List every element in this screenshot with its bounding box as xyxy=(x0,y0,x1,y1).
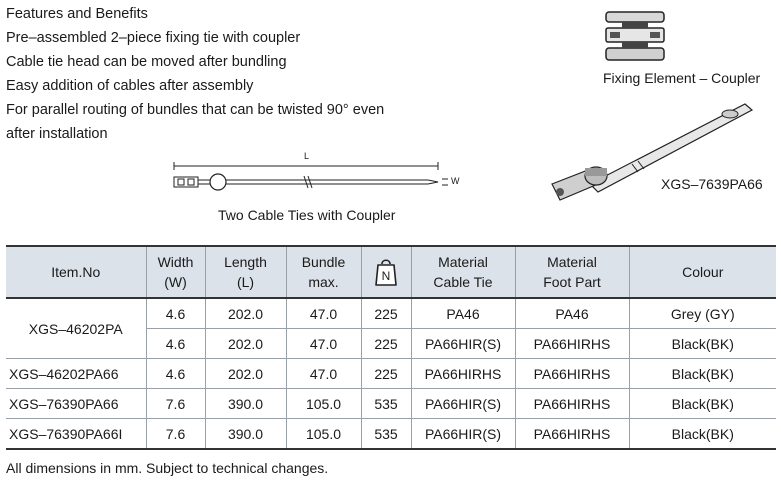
part-label: XGS–7639PA66 xyxy=(661,176,763,192)
cell-force: 225 xyxy=(361,298,411,329)
cell-force: 225 xyxy=(361,329,411,359)
cell-bundle: 47.0 xyxy=(286,329,361,359)
cell-length: 202.0 xyxy=(205,359,286,389)
cell-force: 535 xyxy=(361,389,411,419)
feature-line: Cable tie head can be moved after bundling xyxy=(6,54,287,70)
cell-material-foot: PA66HIRHS xyxy=(515,359,629,389)
cell-bundle: 47.0 xyxy=(286,359,361,389)
force-symbol: N xyxy=(381,269,391,283)
cell-colour: Black(BK) xyxy=(629,329,776,359)
table-row xyxy=(6,389,776,419)
cell-colour: Black(BK) xyxy=(629,389,776,419)
header-force xyxy=(361,246,411,298)
header-length: Length (L) xyxy=(205,246,286,298)
spec-table xyxy=(6,245,776,450)
header-bundle: Bundle max. xyxy=(286,246,361,298)
weight-newton-icon xyxy=(374,256,398,288)
cell-width: 7.6 xyxy=(146,419,205,450)
cell-item: XGS–46202PA66 xyxy=(6,359,146,389)
header-item: Item.No xyxy=(6,246,146,298)
feature-line: Pre–assembled 2–piece fixing tie with coupler xyxy=(6,30,301,46)
cell-material-foot: PA66HIRHS xyxy=(515,329,629,359)
header-material-foot: Material Foot Part xyxy=(515,246,629,298)
table-row xyxy=(6,419,776,450)
cell-colour: Grey (GY) xyxy=(629,298,776,329)
table-row xyxy=(6,298,776,329)
cell-material-tie: PA66HIRHS xyxy=(411,359,515,389)
table-header-row xyxy=(6,246,776,298)
cell-item: XGS–76390PA66 xyxy=(6,389,146,419)
cell-item: XGS–46202PA xyxy=(6,298,146,359)
feature-line: For parallel routing of bundles that can be twisted 90° even xyxy=(6,102,385,118)
cell-bundle: 47.0 xyxy=(286,298,361,329)
feature-line: after installation xyxy=(6,126,108,142)
cell-material-foot: PA46 xyxy=(515,298,629,329)
cell-width: 7.6 xyxy=(146,389,205,419)
coupler-label: Fixing Element – Coupler xyxy=(603,70,761,86)
footnote: All dimensions in mm. Subject to technical changes. xyxy=(6,460,329,476)
header-colour: Colour xyxy=(629,246,776,298)
header-material-tie: Material Cable Tie xyxy=(411,246,515,298)
tie-dimension-l: L xyxy=(304,151,310,161)
cable-tie-drawing xyxy=(170,150,470,195)
cell-bundle: 105.0 xyxy=(286,419,361,450)
cell-length: 390.0 xyxy=(205,389,286,419)
cell-colour: Black(BK) xyxy=(629,419,776,450)
features-list xyxy=(6,2,384,146)
cell-length: 390.0 xyxy=(205,419,286,450)
cell-material-tie: PA46 xyxy=(411,298,515,329)
part-illustration xyxy=(540,92,765,212)
cell-material-tie: PA66HIR(S) xyxy=(411,419,515,450)
coupler-illustration xyxy=(600,8,672,66)
cell-width: 4.6 xyxy=(146,329,205,359)
cell-item: XGS–76390PA66I xyxy=(6,419,146,450)
feature-line: Easy addition of cables after assembly xyxy=(6,78,254,94)
cell-force: 535 xyxy=(361,419,411,450)
tie-caption: Two Cable Ties with Coupler xyxy=(218,207,396,223)
cell-material-foot: PA66HIRHS xyxy=(515,389,629,419)
cell-width: 4.6 xyxy=(146,359,205,389)
cell-material-tie: PA66HIR(S) xyxy=(411,389,515,419)
header-width: Width (W) xyxy=(146,246,205,298)
cell-length: 202.0 xyxy=(205,329,286,359)
cell-material-foot: PA66HIRHS xyxy=(515,419,629,450)
cell-bundle: 105.0 xyxy=(286,389,361,419)
tie-dimension-w: W xyxy=(451,176,460,186)
cell-length: 202.0 xyxy=(205,298,286,329)
features-heading: Features and Benefits xyxy=(6,6,148,22)
cell-colour: Black(BK) xyxy=(629,359,776,389)
cell-width: 4.6 xyxy=(146,298,205,329)
cell-force: 225 xyxy=(361,359,411,389)
cell-material-tie: PA66HIR(S) xyxy=(411,329,515,359)
table-row xyxy=(6,359,776,389)
